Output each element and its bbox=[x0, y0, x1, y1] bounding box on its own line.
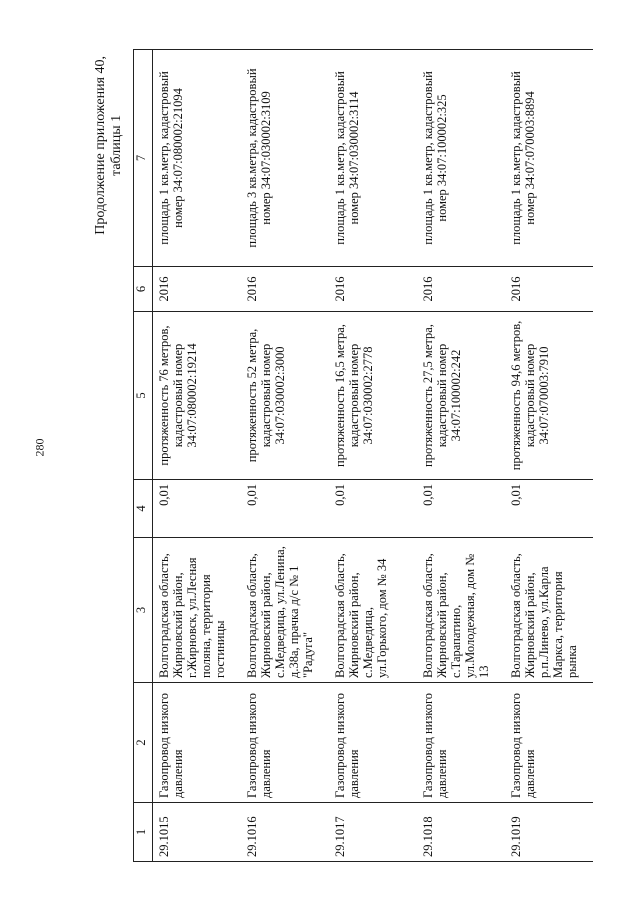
object-address: Волгоградская область, Жирновский район, с.Медведица, ул.Ленина, д.38а, прачка д/с № 1 "Радуга" bbox=[241, 538, 329, 683]
area-cadastral: площадь 1 кв.метр, кадастровый номер 34:07:100002:325 bbox=[417, 50, 505, 267]
column-header: 3 bbox=[134, 538, 153, 683]
object-name: Газопровод низкого давления bbox=[417, 683, 505, 803]
row-number: 29.1017 bbox=[329, 803, 417, 862]
column-header: 1 bbox=[134, 803, 153, 862]
table-row bbox=[153, 50, 241, 862]
object-address: Волгоградская область, Жирновский район, г.Жирновск, ул.Лесная поляна, территория гостиницы bbox=[153, 538, 241, 683]
column-header: 6 bbox=[134, 267, 153, 312]
table-row bbox=[505, 50, 593, 862]
value-cell: 0,01 bbox=[505, 480, 593, 538]
area-cadastral: площадь 1 кв.метр, кадастровый номер 34:07:030002:3114 bbox=[329, 50, 417, 267]
length-cadastral: протяженность 94,6 метров, кадастровый номер 34:07:070003:7910 bbox=[505, 312, 593, 480]
value-cell: 0,01 bbox=[329, 480, 417, 538]
column-header: 5 bbox=[134, 312, 153, 480]
length-cadastral: протяженность 76 метров, кадастровый номер 34:07:080002:19214 bbox=[153, 312, 241, 480]
year-cell: 2016 bbox=[241, 267, 329, 312]
area-cadastral: площадь 3 кв.метра, кадастровый номер 34:07:030002:3109 bbox=[241, 50, 329, 267]
object-name: Газопровод низкого давления bbox=[241, 683, 329, 803]
object-name: Газопровод низкого давления bbox=[505, 683, 593, 803]
object-name: Газопровод низкого давления bbox=[329, 683, 417, 803]
column-header: 4 bbox=[134, 480, 153, 538]
value-cell: 0,01 bbox=[241, 480, 329, 538]
object-address: Волгоградская область, Жирновский район, р.п.Линево, ул.Карла Маркса, территория рынка bbox=[505, 538, 593, 683]
object-address: Волгоградская область, Жирновский район, с.Медведица, ул.Горького, дом № 34 bbox=[329, 538, 417, 683]
property-table bbox=[133, 49, 593, 862]
header-row bbox=[134, 50, 153, 862]
area-cadastral: площадь 1 кв.метр, кадастровый номер 34:07:070003:8894 bbox=[505, 50, 593, 267]
year-cell: 2016 bbox=[153, 267, 241, 312]
object-address: Волгоградская область, Жирновский район, с.Тарапатино, ул.Молодежная, дом № 13 bbox=[417, 538, 505, 683]
column-header: 7 bbox=[134, 50, 153, 267]
caption-line-1: Продолжение приложения 40, bbox=[93, 56, 108, 235]
object-name: Газопровод низкого давления bbox=[153, 683, 241, 803]
row-number: 29.1015 bbox=[153, 803, 241, 862]
area-cadastral: площадь 1 кв.метр, кадастровый номер 34:07:080002:21094 bbox=[153, 50, 241, 267]
page-number: 280 bbox=[32, 438, 47, 457]
length-cadastral: протяженность 52 метра, кадастровый номер 34:07:030002:3000 bbox=[241, 312, 329, 480]
value-cell: 0,01 bbox=[153, 480, 241, 538]
value-cell: 0,01 bbox=[417, 480, 505, 538]
table-row bbox=[241, 50, 329, 862]
column-header: 2 bbox=[134, 683, 153, 803]
row-number: 29.1018 bbox=[417, 803, 505, 862]
length-cadastral: протяженность 16,5 метра, кадастровый номер 34:07:030002:2778 bbox=[329, 312, 417, 480]
table-row bbox=[329, 50, 417, 862]
year-cell: 2016 bbox=[505, 267, 593, 312]
rotated-table-area bbox=[93, 50, 579, 862]
table-row bbox=[417, 50, 505, 862]
length-cadastral: протяженность 27,5 метра, кадастровый номер 34:07:100002:242 bbox=[417, 312, 505, 480]
table-caption bbox=[93, 56, 125, 235]
row-number: 29.1019 bbox=[505, 803, 593, 862]
row-number: 29.1016 bbox=[241, 803, 329, 862]
year-cell: 2016 bbox=[417, 267, 505, 312]
year-cell: 2016 bbox=[329, 267, 417, 312]
caption-line-2: таблицы 1 bbox=[109, 114, 124, 176]
